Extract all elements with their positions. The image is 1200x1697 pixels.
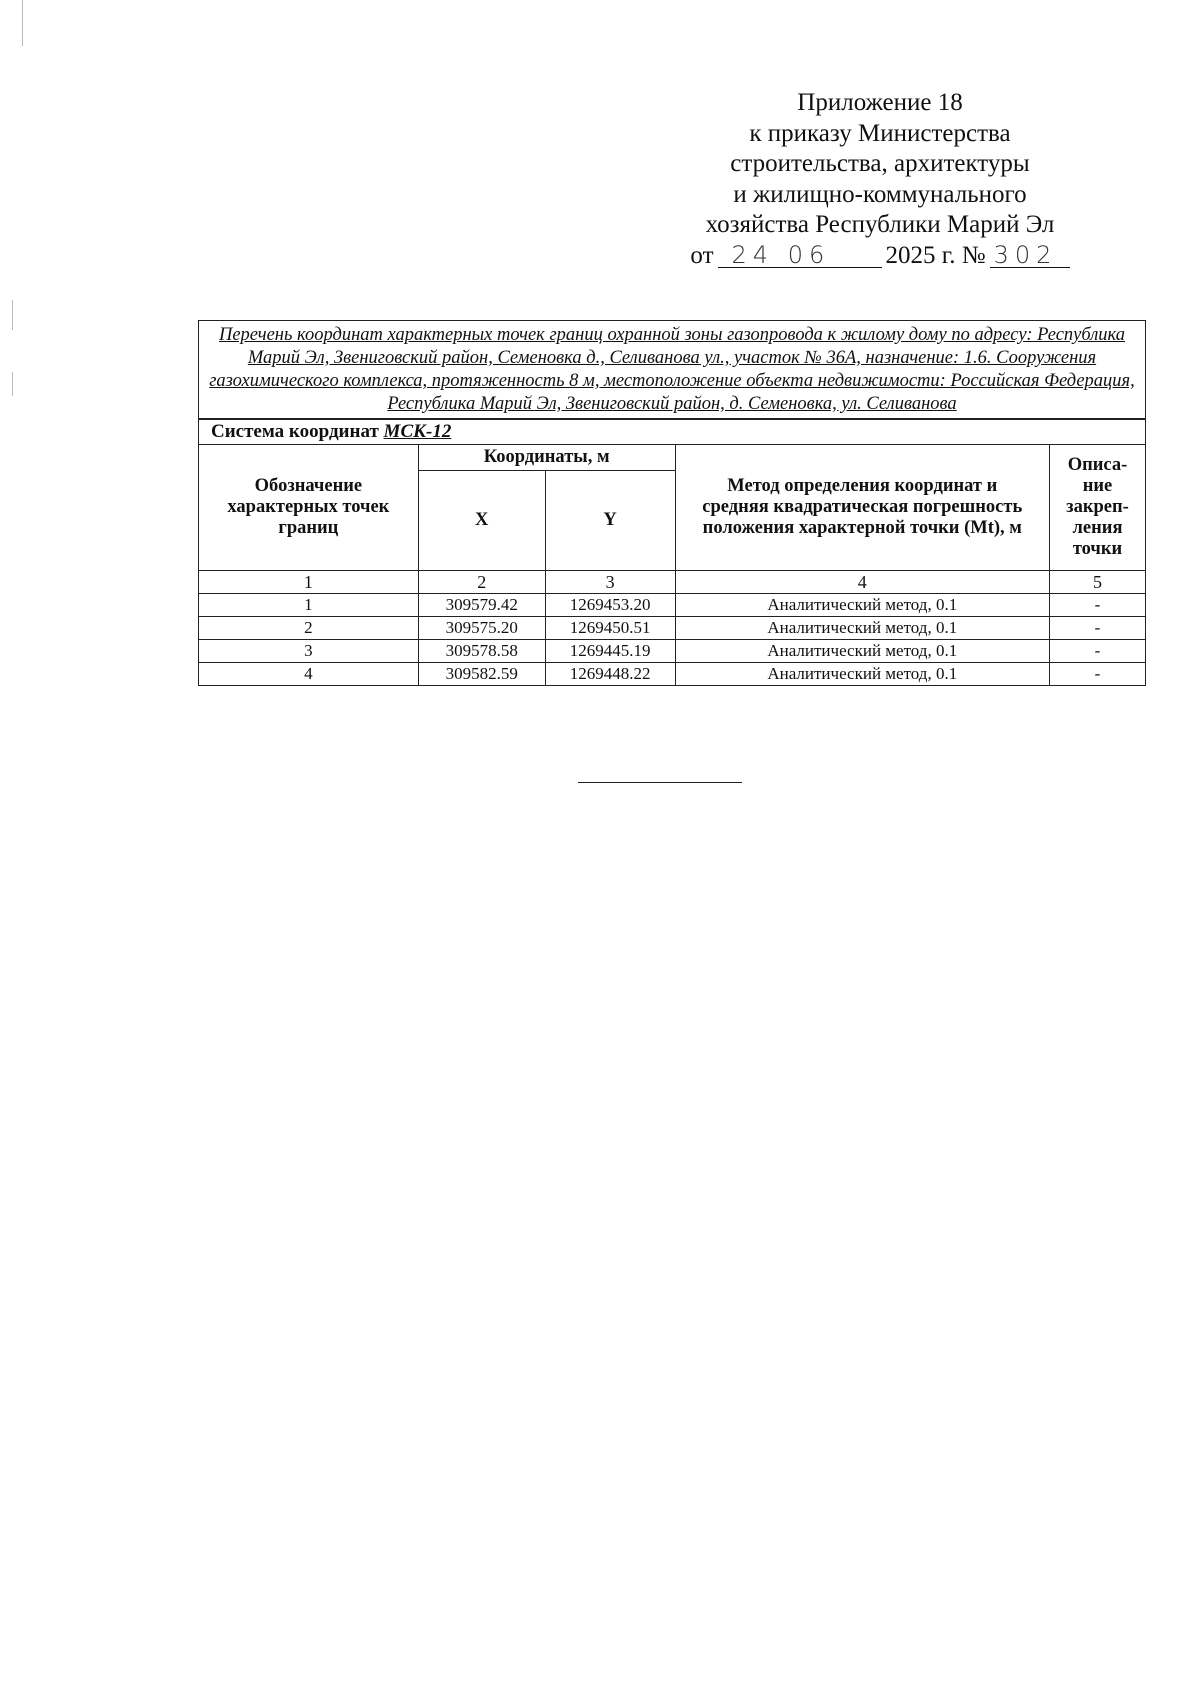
- column-number-row: [199, 571, 1146, 594]
- column-number: 4: [675, 571, 1049, 594]
- ministry-name-line1: строительства, архитектуры: [730, 150, 1030, 177]
- closing-separator-line: [578, 782, 742, 783]
- fixing-description: -: [1050, 640, 1146, 663]
- point-id: 2: [199, 617, 419, 640]
- header-coordinates: Координаты, м: [418, 445, 675, 471]
- coord-x: 309575.20: [418, 617, 545, 640]
- handwritten-order-number: 302: [990, 243, 1070, 268]
- coordinates-table: [198, 320, 1146, 686]
- scan-mark: [22, 0, 23, 46]
- coord-x: 309578.58: [418, 640, 545, 663]
- column-number: 1: [199, 571, 419, 594]
- date-prefix: от: [690, 241, 714, 269]
- coordinate-system-row: [199, 419, 1146, 445]
- header-points: Обозначение характерных точек границ: [199, 445, 419, 571]
- column-number: 2: [418, 571, 545, 594]
- ministry-name-line3: хозяйства Республики Марий Эл: [705, 211, 1055, 238]
- fixing-description: -: [1050, 594, 1146, 617]
- method: Аналитический метод, 0.1: [675, 594, 1049, 617]
- point-id: 4: [199, 663, 419, 686]
- order-date-line: [660, 241, 1100, 272]
- handwritten-date: 24 06: [718, 243, 882, 268]
- table-row: [199, 617, 1146, 640]
- coordinate-system-label: Система координат: [211, 421, 379, 442]
- coord-x: 309579.42: [418, 594, 545, 617]
- header-method: Метод определения координат и средняя квадратическая погрешность положения характерной точки (Mt), м: [675, 445, 1049, 571]
- header-description: Описа-ние закреп-ления точки: [1050, 445, 1146, 571]
- coord-y: 1269445.19: [545, 640, 675, 663]
- coordinate-system-value: МСК-12: [383, 421, 452, 442]
- table-row: [199, 594, 1146, 617]
- coord-y: 1269448.22: [545, 663, 675, 686]
- appendix-header: [660, 88, 1100, 271]
- scan-mark: [12, 300, 13, 330]
- year-and-number-label: 2025 г. №: [885, 241, 986, 269]
- method: Аналитический метод, 0.1: [675, 617, 1049, 640]
- scan-mark: [12, 372, 13, 396]
- header-y: Y: [545, 471, 675, 571]
- point-id: 3: [199, 640, 419, 663]
- ministry-name-line2: и жилищно-коммунального: [733, 180, 1027, 208]
- table-row: [199, 663, 1146, 686]
- order-reference: к приказу Министерства: [749, 119, 1011, 147]
- method: Аналитический метод, 0.1: [675, 663, 1049, 686]
- point-id: 1: [199, 594, 419, 617]
- fixing-description: -: [1050, 617, 1146, 640]
- column-number: 3: [545, 571, 675, 594]
- coord-x: 309582.59: [418, 663, 545, 686]
- method: Аналитический метод, 0.1: [675, 640, 1049, 663]
- table-title: Перечень координат характерных точек границ охранной зоны газопровода к жилому дому по адресу: Республика Марий Эл, Звениговский район, Семеновка д., Селиванова ул., участок № 36А, назначение: 1.6. Сооружения газохимического комплекса, протяженность 8 м, местоположение объекта недвижимости: Российская Федерация, Республика Марий Эл, Звениговский район, д. Семеновка, ул. Селиванова: [199, 321, 1146, 420]
- fixing-description: -: [1050, 663, 1146, 686]
- table-row: [199, 640, 1146, 663]
- header-x: X: [418, 471, 545, 571]
- appendix-title: Приложение 18: [797, 89, 963, 116]
- coord-y: 1269450.51: [545, 617, 675, 640]
- coord-y: 1269453.20: [545, 594, 675, 617]
- column-number: 5: [1050, 571, 1146, 594]
